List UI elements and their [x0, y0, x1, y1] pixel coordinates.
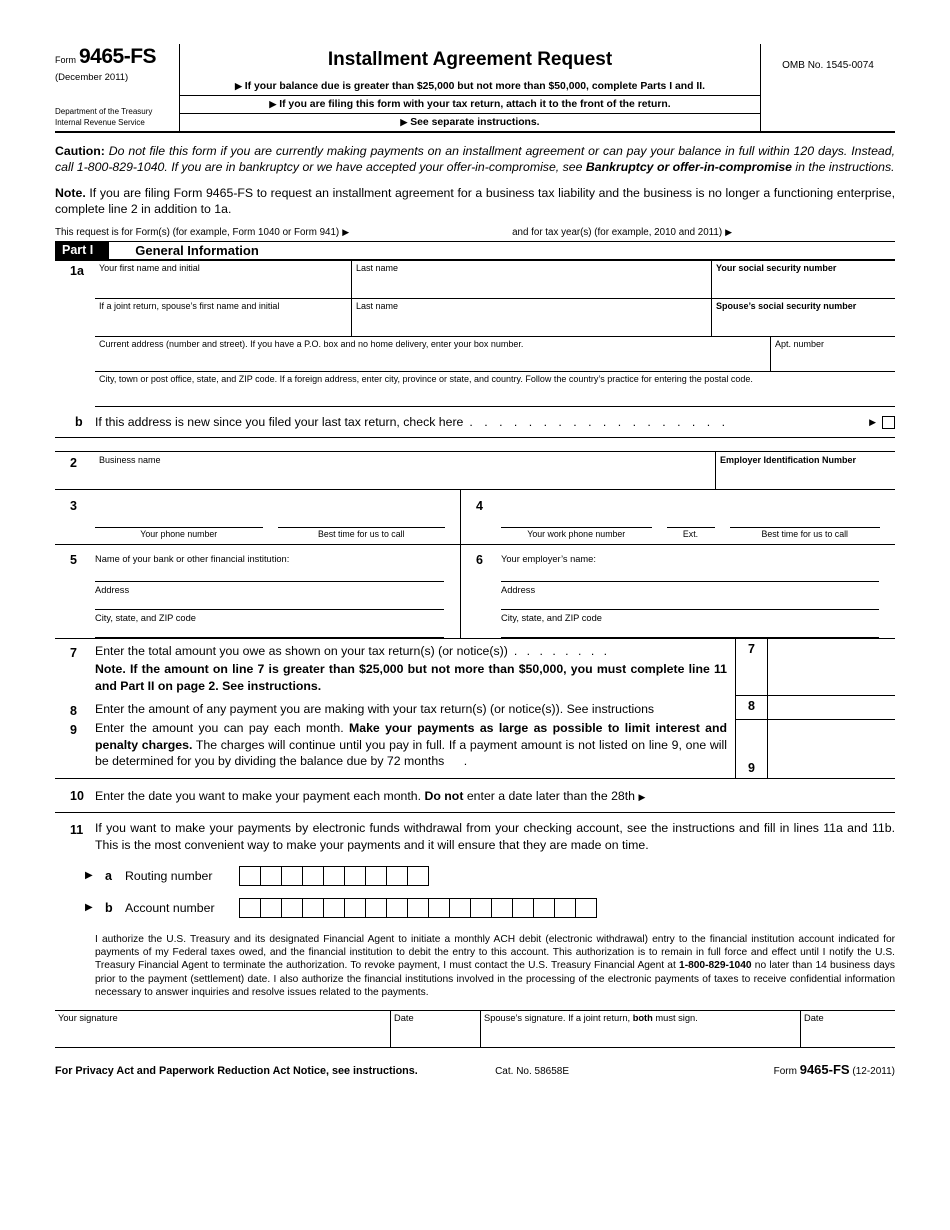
city-cell[interactable] [95, 372, 895, 406]
employer-address-label: Address [501, 585, 536, 596]
ein-cell[interactable] [715, 452, 895, 489]
account-number-boxes [239, 898, 597, 918]
routing-digit-box[interactable] [239, 866, 261, 886]
work-phone-input[interactable] [501, 507, 652, 528]
business-name-cell[interactable] [95, 452, 715, 489]
line-7-text: Enter the total amount you owe as shown on your tax return(s) (or notice(s)) [95, 644, 508, 659]
arrow-icon: ▶ [234, 81, 242, 91]
account-digit-box[interactable] [365, 898, 387, 918]
ach-authorization-paragraph: I authorize the U.S. Treasury and its designated Financial Agent to initiate a monthly ACH debit (electronic withdrawal) entry to the financial institution account indicated for payments of my Federal taxes owed, and the financial institution to debit the entry to this account. This authorization is to remain in full force and effect until I notify the U.S. Treasury Financial Agent to terminate the authorization. To revoke payment, I must contact the U.S. Treasury Financial Agent at 1-800-829-1040 no later than 14 business days prior to the payment (settlement) date. I also authorize the financial institutions involved in the processing of the electronic payments of taxes to receive confidential information necessary to answer inquiries and resolve issues related to the payments. [95, 933, 895, 998]
line-2-number: 2 [70, 456, 77, 471]
spouse-ssn-cell[interactable] [711, 299, 895, 336]
agency-block [55, 107, 175, 129]
line-4-block [460, 490, 895, 544]
spouse-signature-date-field[interactable] [800, 1011, 895, 1047]
apt-number-input[interactable] [775, 350, 892, 364]
line-1a-table [95, 261, 895, 407]
employer-address-input[interactable] [501, 595, 879, 610]
routing-digit-box[interactable] [260, 866, 282, 886]
account-digit-box[interactable] [386, 898, 408, 918]
line-1a-block [55, 261, 895, 407]
catalog-number: Cat. No. 58658E [495, 1066, 570, 1078]
best-time-input[interactable] [278, 507, 446, 528]
form-number: 9465-FS [79, 45, 157, 68]
city-row [95, 372, 895, 407]
spouse-ssn-input[interactable] [716, 312, 892, 326]
form-number-block [55, 44, 180, 131]
amounts-box-column [735, 639, 895, 778]
arrow-icon: ▶ [85, 902, 93, 914]
address-new-checkbox[interactable] [882, 416, 895, 429]
employer-name-input[interactable] [501, 567, 879, 582]
routing-digit-box[interactable] [407, 866, 429, 886]
ssn-cell[interactable] [711, 261, 895, 298]
name-row [95, 261, 895, 299]
header-bullet-2: ▶ If you are filing this form with your tax return, attach it to the front of the return. [180, 96, 760, 114]
line-8-box-number: 8 [736, 696, 768, 719]
best-time-label: Best time for us to call [317, 528, 405, 539]
routing-digit-box[interactable] [344, 866, 366, 886]
account-number-label: Account number [125, 900, 215, 915]
line-9-amount-row [736, 720, 895, 778]
spouse-ssn-label: Spouse’s social security number [716, 301, 857, 312]
signature-date-label: Date [394, 1013, 414, 1024]
account-digit-box[interactable] [470, 898, 492, 918]
work-phone-label: Your work phone number [527, 528, 626, 539]
line-11-row [55, 813, 895, 853]
ssn-label: Your social security number [716, 263, 837, 274]
last-name-label: Last name [356, 263, 399, 274]
your-signature-field[interactable] [55, 1011, 390, 1047]
header-bullet-3: ▶ See separate instructions. [400, 117, 540, 128]
payment-date-input[interactable] [645, 790, 895, 800]
line-3-fields [95, 496, 460, 539]
arrow-icon: ▶ [869, 416, 876, 427]
account-digit-box[interactable] [449, 898, 471, 918]
spouse-last-name-label: Last name [356, 301, 399, 312]
bank-city-label: City, state, and ZIP code [95, 613, 196, 624]
caution-paragraph: Caution: Do not file this form if you are currently making payments on an installment agreement or can pay your balance in full within 120 days. Instead, call 1-800-829-1040. If you are in bankruptcy or we have accepted your offer-in-compromise, see Bankruptcy or offer-in-compromise in the instructions. [55, 144, 895, 175]
line-9-end-dot: . [463, 754, 468, 769]
arrow-icon: ▶ [342, 227, 350, 238]
line-10-row [55, 779, 895, 813]
spouse-signature-label: Spouse’s signature. If a joint return, both must sign. [484, 1013, 698, 1024]
line-11-number: 11 [70, 823, 84, 838]
phone-number-input[interactable] [95, 507, 263, 528]
line-9-box-number: 9 [736, 720, 768, 778]
routing-digit-box[interactable] [386, 866, 408, 886]
arrow-icon: ▶ [269, 99, 277, 109]
form-word-label: Form [55, 55, 76, 65]
line-6-head [461, 550, 895, 567]
line-8-row [55, 701, 735, 718]
ein-label: Employer Identification Number [720, 455, 857, 466]
request-forms-input[interactable] [349, 226, 512, 238]
bank-address-label: Address [95, 585, 130, 596]
phone-number-field [95, 496, 263, 539]
header-bullet-1: ▶ If your balance due is greater than $25,000 but not more than $50,000, complete Parts I and II. [180, 78, 760, 96]
line-8-amount-input[interactable] [768, 696, 895, 719]
request-forms-label: This request is for Form(s) (for example, Form 1040 or Form 941) [55, 227, 340, 239]
line-4-number: 4 [476, 499, 483, 514]
line-7-box-number: 7 [736, 639, 768, 695]
line-5-head [55, 550, 460, 567]
line-7-row [55, 643, 735, 660]
ssn-input[interactable] [716, 274, 892, 288]
line-6-number: 6 [476, 553, 483, 568]
routing-digit-box[interactable] [302, 866, 324, 886]
line-2-row [55, 451, 895, 490]
line-9-amount-input[interactable] [768, 720, 895, 778]
request-years-label: and for tax year(s) (for example, 2010 and 2011) [512, 227, 723, 239]
form-header [55, 44, 895, 133]
phone-section [55, 490, 895, 545]
line-4-fields [501, 496, 895, 539]
header-center [180, 44, 760, 131]
last-name-cell[interactable] [351, 261, 711, 298]
line-8-amount-row [736, 696, 895, 720]
account-digit-box[interactable] [260, 898, 282, 918]
account-digit-box[interactable] [344, 898, 366, 918]
routing-digit-box[interactable] [323, 866, 345, 886]
account-digit-box[interactable] [407, 898, 429, 918]
line-9-row [55, 720, 735, 770]
amounts-section [55, 639, 895, 779]
business-name-label: Business name [99, 455, 161, 466]
address-row [95, 337, 895, 372]
line-b-number: b [75, 415, 83, 430]
form-title: Installment Agreement Request [327, 49, 613, 70]
arrow-icon: ▶ [725, 227, 733, 238]
phone-number-label: Your phone number [140, 528, 218, 539]
bank-employer-section [55, 545, 895, 639]
employer-name-label: Your employer’s name: [501, 554, 596, 565]
account-number-row [85, 898, 895, 918]
line-7-note-label: Note. [95, 662, 126, 677]
agency-line-1: Department of the Treasury [55, 107, 153, 117]
last-name-input[interactable] [356, 274, 708, 288]
arrow-icon: ▶ [400, 117, 408, 127]
account-digit-box[interactable] [281, 898, 303, 918]
footer-form-number: 9465-FS [799, 1062, 850, 1078]
bank-city-input[interactable] [95, 623, 444, 638]
signature-date-field[interactable] [390, 1011, 480, 1047]
work-best-time-field [730, 496, 881, 539]
routing-number-row [85, 866, 895, 886]
line-3-block [55, 490, 460, 544]
omb-number: OMB No. 1545-0074 [782, 60, 874, 71]
line-7-number: 7 [70, 646, 77, 661]
employer-city-input[interactable] [501, 623, 879, 638]
line-b-row [55, 407, 895, 438]
work-phone-field [501, 496, 652, 539]
your-signature-label: Your signature [58, 1013, 118, 1024]
routing-digit-box[interactable] [281, 866, 303, 886]
spouse-last-name-input[interactable] [356, 312, 708, 326]
account-digit-box[interactable] [428, 898, 450, 918]
line-5-body [95, 567, 444, 638]
account-digit-box[interactable] [239, 898, 261, 918]
bank-address-input[interactable] [95, 595, 444, 610]
spouse-last-name-cell[interactable] [351, 299, 711, 336]
bank-name-label: Name of your bank or other financial institution: [95, 554, 290, 565]
account-digit-box[interactable] [512, 898, 534, 918]
bank-name-input[interactable] [95, 567, 444, 582]
dot-leader: . . . . . . . . . . . . . . . . . . [469, 415, 725, 430]
spouse-signature-date-label: Date [804, 1013, 824, 1024]
apt-number-cell[interactable] [770, 337, 895, 371]
ext-label: Ext. [682, 528, 699, 539]
caution-label: Caution: [55, 144, 105, 158]
work-best-time-label: Best time for us to call [761, 528, 849, 539]
address-label: Current address (number and street). If you have a P.O. box and no home delivery, enter your box number. [99, 339, 524, 350]
line-11-text: If you want to make your payments by electronic funds withdrawal from your checking account, see the instructions and fill in lines 11a and 11b. This is the most convenient way to make your payments and it will ensure that they are made on time. [95, 821, 895, 852]
request-tax-years-input[interactable] [732, 226, 895, 238]
spouse-name-row [95, 299, 895, 337]
line-10-number: 10 [70, 789, 84, 804]
city-input[interactable] [99, 385, 892, 399]
dot-leader: . . . . . . . . [513, 644, 608, 659]
line-8-text: Enter the amount of any payment you are making with your tax return(s) (or notice(s)). See instructions [95, 701, 655, 716]
part1-header [55, 241, 895, 261]
arrow-icon: ▶ [638, 792, 646, 803]
account-digit-box[interactable] [554, 898, 576, 918]
line-7-text-row [95, 643, 735, 660]
work-best-time-input[interactable] [730, 507, 881, 528]
footer-form-reference: Form 9465-FS (12-2011) [773, 1062, 895, 1078]
omb-block [760, 44, 895, 131]
spouse-first-name-label: If a joint return, spouse’s first name and initial [99, 301, 280, 312]
line-9-number: 9 [70, 722, 77, 737]
account-digit-box[interactable] [302, 898, 324, 918]
line-11a-letter: a [105, 868, 112, 883]
line-6-block [460, 545, 895, 638]
account-digit-box[interactable] [491, 898, 513, 918]
line-10-text: Enter the date you want to make your payment each month. Do not enter a date later than the 28th ▶ [95, 789, 646, 804]
form-content [55, 44, 895, 1077]
routing-number-boxes [239, 866, 429, 886]
spouse-first-name-input[interactable] [99, 312, 348, 326]
request-line [55, 226, 895, 241]
address-cell[interactable] [95, 337, 770, 371]
first-name-cell[interactable] [95, 261, 351, 298]
best-time-field [278, 496, 446, 539]
spouse-first-name-cell[interactable] [95, 299, 351, 336]
line-7-amount-input[interactable] [768, 639, 895, 695]
note-label: Note. [55, 185, 86, 200]
ext-field [667, 496, 715, 539]
line-9-text: Enter the amount you can pay each month. Make your payments as large as possible to limit interest and penalty charges. The charges will continue until you pay in full. If a payment amount is not listed on line 9, one will be determined for you by dividing the balance due by 72 months . [95, 720, 728, 769]
routing-number-label: Routing number [125, 868, 213, 883]
agency-line-2: Internal Revenue Service [55, 117, 145, 127]
account-digit-box[interactable] [575, 898, 597, 918]
privacy-act-notice: For Privacy Act and Paperwork Reduction Act Notice, see instructions. [55, 1065, 418, 1078]
part1-title: General Information [135, 243, 259, 259]
account-digit-box[interactable] [323, 898, 345, 918]
arrow-icon: ▶ [85, 870, 93, 882]
first-name-input[interactable] [99, 274, 348, 288]
amounts-text-column [55, 639, 735, 778]
line-7-note: Note. If the amount on line 7 is greater than $25,000 but not more than $50,000, you must complete line 11 and Part II on page 2. See instructions. [95, 662, 727, 694]
line-8-number: 8 [70, 703, 77, 718]
apt-number-label: Apt. number [775, 339, 825, 350]
address-input[interactable] [99, 350, 767, 364]
page-footer [55, 1062, 895, 1077]
spouse-signature-field[interactable] [480, 1011, 800, 1047]
line-7-amount-row [736, 639, 895, 696]
line-5-number: 5 [70, 553, 77, 568]
part1-badge: Part I [55, 242, 109, 259]
line-6-body [501, 567, 879, 638]
line-1a-number: 1a [70, 264, 84, 279]
form-revision: (December 2011) [55, 72, 129, 83]
signature-section [55, 1010, 895, 1048]
ext-input[interactable] [667, 507, 715, 528]
line-3-number: 3 [70, 499, 77, 514]
account-digit-box[interactable] [533, 898, 555, 918]
form-id [55, 45, 175, 69]
first-name-label: Your first name and initial [99, 263, 200, 274]
routing-digit-box[interactable] [365, 866, 387, 886]
line-5-block [55, 545, 460, 638]
note-paragraph: Note. If you are filing Form 9465-FS to request an installment agreement for a business tax liability and the business is no longer a functioning enterprise, complete line 2 in addition to 1a. [55, 185, 895, 217]
line-b-text: If this address is new since you filed your last tax return, check here [95, 415, 464, 430]
city-label: City, town or post office, state, and ZIP code. If a foreign address, enter city, province or state, and country. Follow the country’s practice for entering the postal code. [99, 374, 753, 385]
employer-city-label: City, state, and ZIP code [501, 613, 602, 624]
line-11b-letter: b [105, 900, 113, 915]
